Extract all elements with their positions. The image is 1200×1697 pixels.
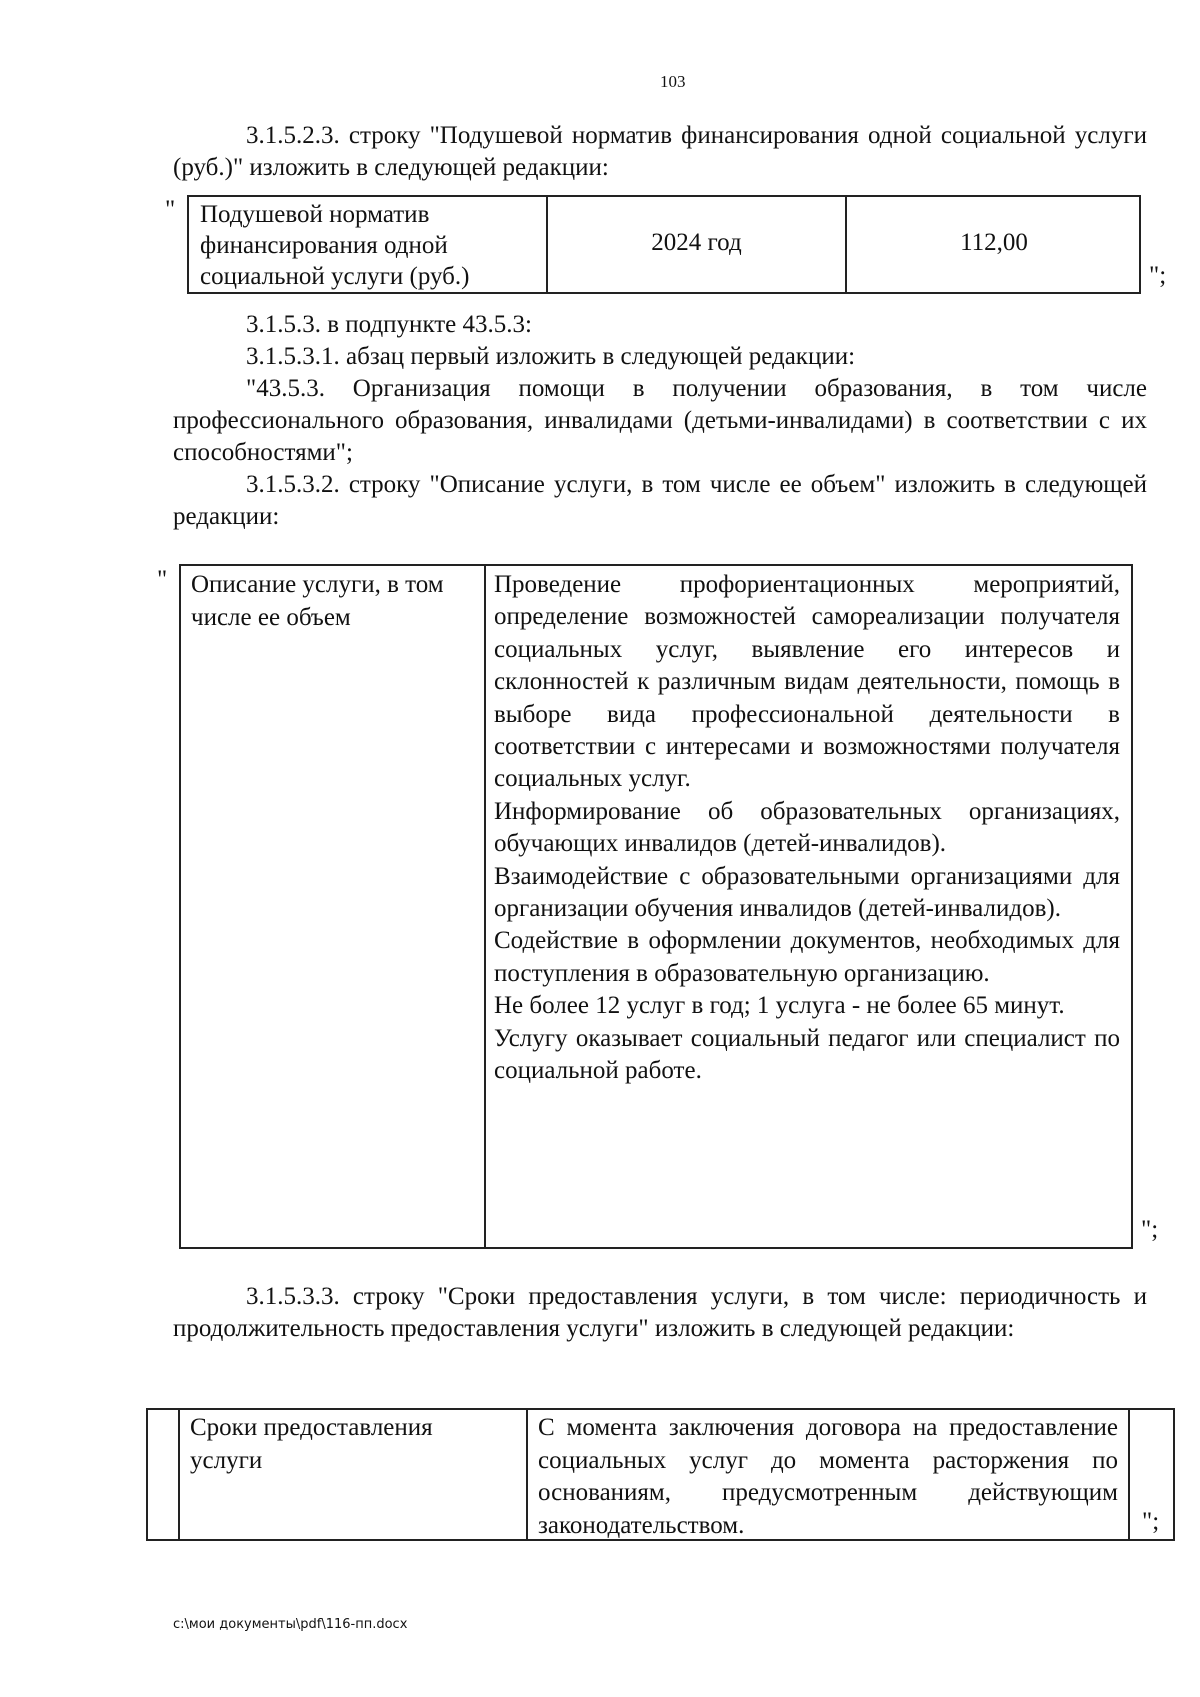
column-divider: [484, 566, 486, 1247]
quote-open-mark: ": [165, 196, 176, 223]
paragraph-3-1-5-3-1: 3.1.5.3.1. абзац первый изложить в следующей редакции:: [246, 343, 856, 370]
page-number: 103: [660, 72, 686, 91]
quote-close-mark: ";: [1149, 262, 1167, 289]
description-paragraph: Не более 12 услуг в год; 1 услуга - не более 65 минут.: [494, 992, 1065, 1020]
paragraph-43-5-3: "43.5.3. Организация помощи в получении образования, в том числе профессионального образования, инвалидами (детьми-инвалидами) в соответствии с их способностями";: [173, 375, 1147, 466]
cell-terms-label: Сроки предоставления услуги: [190, 1414, 433, 1474]
description-paragraph: Информирование об образовательных организациях, обучающих инвалидов (детей-инвалидов).: [494, 797, 1120, 858]
cell-description-text: [494, 569, 1120, 1088]
quote-close-mark: ";: [1141, 1216, 1159, 1243]
quote-close-mark: ";: [1142, 1508, 1160, 1535]
description-paragraph: Взаимодействие с образовательными организациями для организации обучения инвалидов (детей-инвалидов).: [494, 862, 1120, 923]
description-paragraph: Содействие в оформлении документов, необходимых для поступления в образовательную организацию.: [494, 927, 1120, 987]
description-paragraph: Услугу оказывает социальный педагог или специалист по социальной работе.: [494, 1024, 1120, 1085]
table-service-description: [179, 564, 1133, 1249]
paragraph-3-1-5-3: 3.1.5.3. в подпункте 43.5.3:: [246, 311, 532, 338]
cell-year: 2024 год: [651, 229, 742, 256]
column-divider: [526, 1410, 528, 1539]
column-divider: [1128, 1410, 1130, 1539]
paragraph-3-1-5-3-2: 3.1.5.3.2. строку "Описание услуги, в том числе ее объем" изложить в следующей редакции:: [173, 471, 1147, 530]
cell-description-label: Описание услуги, в том числе ее объем: [191, 571, 444, 631]
cell-norm-value: 112,00: [960, 229, 1028, 256]
cell-norm-label: Подушевой норматив финансирования одной социальной услуги (руб.): [200, 201, 470, 290]
description-paragraph: Проведение профориентационных мероприятий, определение возможностей самореализации получателя социальных услуг, выявление его интересов и склонностей к различным видам деятельности, помощь в выборе вида профессиональной деятельности в соответствии с интересами и возможностями получателя социальных услуг.: [494, 571, 1120, 793]
cell-terms-text: С момента заключения договора на предоставление социальных услуг до момента расторжения по основаниям, предусмотренным действующим законодательством.: [538, 1414, 1118, 1539]
column-divider: [178, 1410, 180, 1539]
quote-open-mark: ": [157, 566, 168, 593]
paragraph-3-1-5-3-3: 3.1.5.3.3. строку "Сроки предоставления услуги, в том числе: периодичность и продолжительность предоставления услуги" изложить в следующей редакции:: [173, 1283, 1147, 1342]
table-per-capita-norm: [187, 195, 1141, 294]
file-path-footer: c:\мои документы\pdf\116-пп.docx: [173, 1617, 408, 1632]
paragraph-3-1-5-2-3: 3.1.5.2.3. строку "Подушевой норматив финансирования одной социальной услуги (руб.)" изложить в следующей редакции:: [173, 122, 1147, 181]
table-service-terms: [146, 1408, 1175, 1541]
